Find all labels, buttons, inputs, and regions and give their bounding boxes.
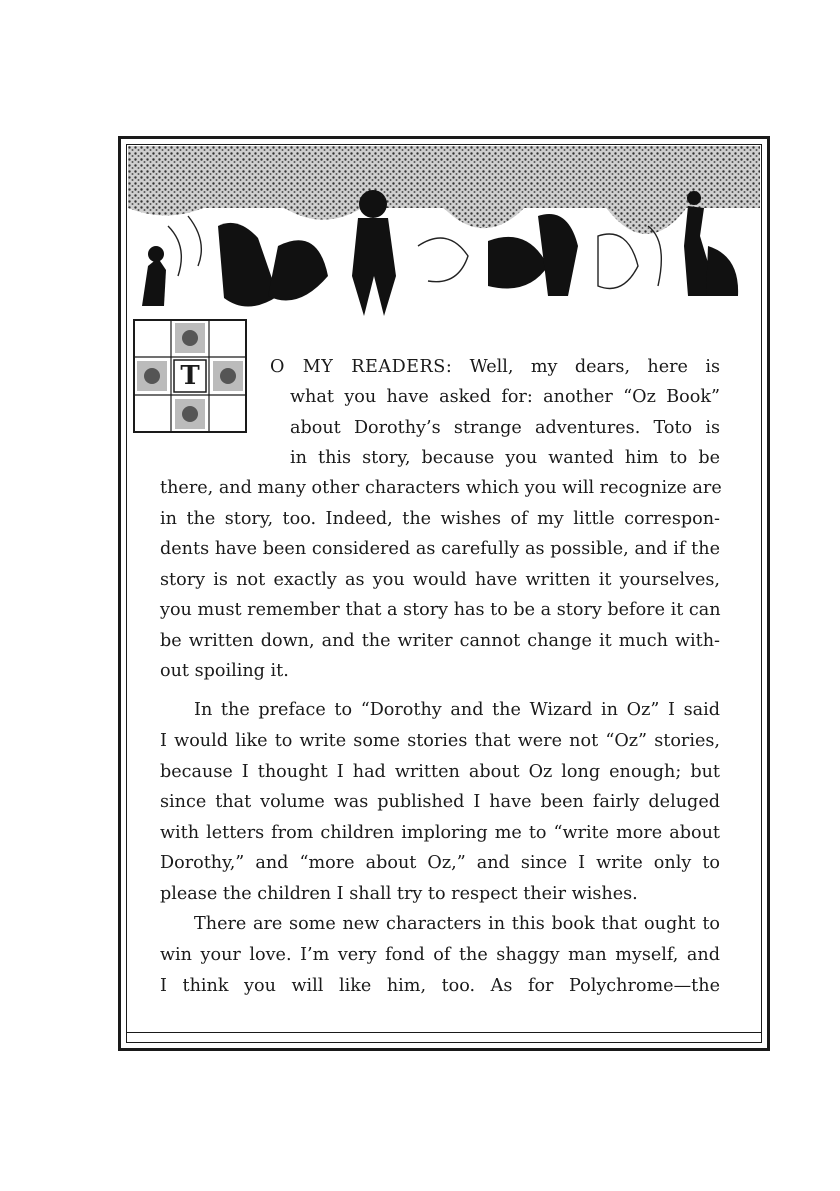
text-line: Well, my dears, here is	[452, 357, 720, 377]
text-line: out spoiling it.	[160, 661, 289, 681]
paragraph-2-first	[194, 695, 720, 726]
salutation: O MY READERS:	[270, 357, 453, 377]
text-line: win your love. I’m very fond of the shaggy man myself, and	[160, 945, 720, 965]
text-line: you must remember that a story has to be a story before it can	[160, 600, 721, 620]
page-border-bottom-rule	[126, 1032, 762, 1033]
text-line: In the preface to “Dorothy and the Wizard in Oz” I said	[194, 700, 720, 720]
text-line: since that volume was published I have been fairly deluged	[160, 792, 720, 812]
header-illustration	[128, 146, 760, 318]
text-line: what you have asked for: another “Oz Book”	[290, 387, 720, 407]
text-line: I would like to write some stories that were not “Oz” stories,	[160, 731, 720, 751]
text-line: in this story, because you wanted him to be	[290, 448, 720, 468]
text-line: in the story, too. Indeed, the wishes of my little correspon-	[160, 508, 720, 529]
text-line: with letters from children imploring me to “write more about	[160, 822, 720, 843]
text-line: please the children I shall try to respect their wishes.	[160, 883, 638, 904]
text-line: dents have been considered as carefully as possible, and if the	[160, 539, 720, 559]
paragraph-1-indented	[290, 382, 720, 474]
paragraph-3	[160, 940, 720, 1001]
text-line: Dorothy,” and “more about Oz,” and since I write only to	[160, 853, 720, 873]
text-line: story is not exactly as you would have written it yourselves,	[160, 569, 720, 590]
text-line: I think you will like him, too. As for Polychrome—the	[160, 975, 720, 996]
text-line: there, and many other characters which you will recognize are	[160, 478, 722, 498]
text-line	[270, 352, 720, 383]
paragraph-2	[160, 726, 720, 909]
text-line: be written down, and the writer cannot change it much with-	[160, 630, 720, 651]
paragraph-1-full	[160, 473, 720, 687]
paragraph-1	[270, 352, 720, 383]
text-line: because I thought I had written about Oz long enough; but	[160, 761, 720, 782]
paragraph-3-first	[194, 909, 720, 940]
drop-cap-letter: T	[180, 361, 200, 391]
text-line: There are some new characters in this book that ought to	[194, 914, 720, 934]
text-line: about Dorothy’s strange adventures. Toto is	[290, 417, 720, 438]
